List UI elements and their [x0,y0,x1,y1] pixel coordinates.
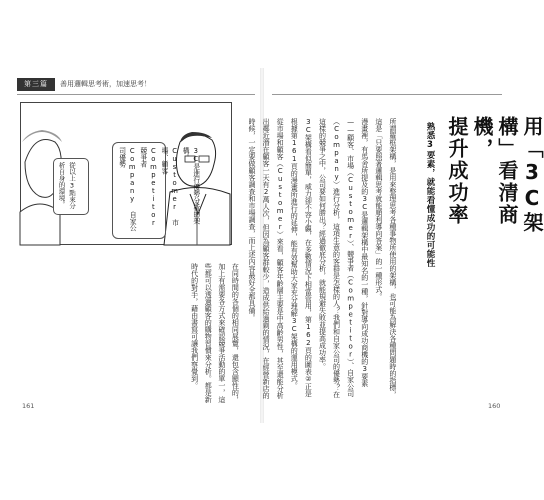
speech-bubble-3c [112,142,200,239]
header-rule-right [272,94,502,95]
body-paragraph-left: 在同時間的各個的相同展覽，還包含顯性的，加上有需要各方式來確認競爭活動的單一，這些都可以透過顧客的購物習慣來分析。都是新時代的對手，藉由書寫可讓我們察覺到。 [190,263,240,403]
page-number-right: 160 [488,402,501,410]
page-number-left: 161 [22,402,35,410]
body-text-left [148,263,255,403]
page-title: 用「3C架構」看清商機， 提升成功率 [445,116,544,234]
header-rule-left [17,94,255,95]
body-paragraph-2: 3C架構看似簡單，威力卻不容小覷，在多數情況下相當管用，第162頁的圖表②正是根據第161頁的漫畫所進行的延伸，能有效幫助大家充分理解3C架構的運用模式。 從市場和顧客（Customer）來看，顧客年齡層主要是中高齡男性，其至還能分析出鄰近潛在顧客一天有2萬人次，但因為顧客群較少，造成供給過剩的情況，在經營新店的時候，一定要做顧客調查和市場調查，而上述內容最好全都具備。 [247,118,313,399]
body-text-right [247,118,414,401]
chapter-subtitle: 善用邏輯思考術，加速思考！ [60,80,151,88]
section-subhead: 熟悉3要素，就能看懂成功的可能性 [425,122,435,268]
body-paragraph-1: 所謂羅框架構，是用來整理思考各種事物所使用的架構，也可能為解決各種問題時的指標，這是「只要照著邏輯思考就能順利導向答案」的一種形式。 漫畫裡，有馬舍所提及的3C是邏輯架構中最知名的一種，針對導向成功商機的3要素——顧客、市場（Customer）、競爭者（Competitor）、自家公司（Company）進行分析，這項生意的客群是怎樣的人？我們和自家公司的優勢？在這樣的競爭之中，公司要如何勝出？經過徹底分析，就能規避失敗並提高成功率。 [318,118,397,398]
chapter-tag: 第三篇 [17,78,55,91]
bubble-3c-text: 3C是進行優勢分析的架構。 Customer 市場、顧客 Competitor 競爭者 Company 自家公司優勢 [117,147,200,232]
bubble-analysis-text: 從以上3點來分析自身的環境。 [57,162,76,209]
speech-bubble-analysis [53,158,89,215]
